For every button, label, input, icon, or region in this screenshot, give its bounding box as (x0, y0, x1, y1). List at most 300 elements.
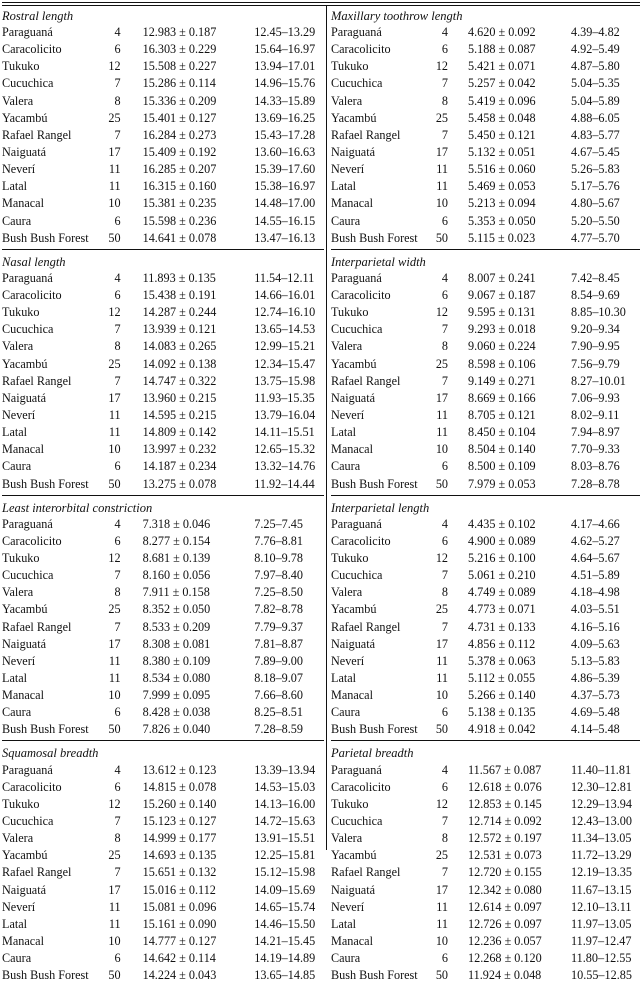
range-value: 14.96–15.76 (254, 76, 316, 91)
range-value: 4.09–5.63 (571, 636, 620, 651)
locality-name: Paraguaná (2, 762, 53, 777)
locality-name: Cucuchica (331, 813, 383, 828)
mean-se-value: 14.809 ± 0.142 (142, 425, 217, 440)
range-value: 12.30–12.81 (571, 779, 632, 794)
locality-name: Manacal (2, 933, 44, 948)
locality-name: Manacal (331, 442, 373, 457)
range-value: 5.04–5.89 (571, 93, 620, 108)
sample-size: 11 (436, 408, 448, 423)
mean-se-value: 12.983 ± 0.187 (142, 25, 217, 40)
range-value: 7.82–8.78 (254, 602, 303, 617)
section-interparietal-width (331, 249, 640, 493)
sample-size: 17 (435, 636, 448, 651)
locality-name: Yacambú (331, 356, 377, 371)
sample-size: 10 (108, 933, 121, 948)
locality-name: Caura (331, 951, 361, 966)
range-value: 11.67–13.15 (571, 882, 632, 897)
locality-name: Tukuko (2, 551, 40, 565)
sample-size: 50 (108, 230, 121, 245)
locality-name: Caura (331, 705, 361, 720)
locality-name: Caura (2, 705, 32, 720)
locality-name: Yacambú (2, 848, 48, 863)
range-value: 11.92–14.44 (254, 476, 315, 491)
mean-se-value: 7.911 ± 0.158 (142, 585, 210, 600)
locality-name: Neverí (2, 899, 36, 914)
locality-name: Naiguatá (2, 145, 46, 160)
mean-se-value: 13.960 ± 0.215 (142, 390, 217, 405)
mean-se-value: 5.378 ± 0.063 (468, 653, 536, 668)
range-value: 5.13–5.83 (571, 653, 620, 668)
range-value: 15.38–16.97 (254, 179, 316, 194)
section-title: Least interorbital constriction (2, 500, 153, 515)
range-value: 7.94–8.97 (571, 425, 620, 440)
range-value: 7.25–8.50 (254, 585, 303, 600)
sample-size: 7 (114, 373, 121, 388)
table-row (331, 761, 640, 778)
table-row (331, 58, 640, 75)
mean-se-value: 15.598 ± 0.236 (142, 213, 217, 228)
section-title: Maxillary toothrow length (331, 9, 463, 23)
range-value: 4.86–5.39 (571, 670, 620, 685)
table-row (2, 516, 324, 533)
range-value: 4.83–5.77 (571, 127, 620, 142)
sample-size: 6 (114, 213, 121, 228)
mean-se-value: 4.731 ± 0.133 (468, 619, 536, 634)
mean-se-value: 12.853 ± 0.145 (468, 796, 542, 811)
locality-name: Latal (2, 425, 28, 440)
locality-name: Cucuchica (331, 322, 383, 337)
mean-se-value: 5.421 ± 0.071 (468, 59, 536, 74)
sample-size: 11 (108, 653, 121, 668)
locality-name: Yacambú (2, 356, 48, 371)
sample-size: 4 (441, 25, 448, 40)
mean-se-value: 8.277 ± 0.154 (142, 533, 211, 548)
table-row (331, 373, 640, 390)
mean-se-value: 13.612 ± 0.123 (142, 762, 217, 777)
range-value: 14.09–15.69 (254, 882, 316, 897)
mean-se-value: 4.773 ± 0.071 (468, 602, 536, 617)
sample-size: 17 (108, 636, 121, 651)
mean-se-value: 5.132 ± 0.051 (468, 145, 536, 160)
locality-name: Valera (2, 831, 34, 846)
locality-name: Naiguatá (331, 636, 375, 651)
mean-se-value: 8.681 ± 0.139 (142, 551, 211, 565)
table-row (331, 321, 640, 338)
range-value: 7.70–9.33 (571, 442, 620, 457)
mean-se-value: 5.216 ± 0.100 (468, 551, 536, 565)
table-row (331, 161, 640, 178)
sample-size: 8 (441, 585, 448, 600)
range-value: 4.69–5.48 (571, 705, 620, 720)
range-value: 8.03–8.76 (571, 459, 620, 474)
range-value: 7.79–9.37 (254, 619, 303, 634)
range-value: 11.97–12.47 (571, 933, 632, 948)
mean-se-value: 8.533 ± 0.209 (142, 619, 211, 634)
table-row (331, 916, 640, 933)
mean-se-value: 15.438 ± 0.191 (142, 288, 217, 303)
mean-se-value: 9.595 ± 0.131 (468, 305, 536, 320)
mean-se-value: 5.469 ± 0.053 (468, 179, 536, 194)
range-value: 8.54–9.69 (571, 288, 620, 303)
table-row (331, 830, 640, 847)
table-row (2, 304, 324, 321)
locality-name: Valera (331, 339, 363, 354)
locality-name: Latal (331, 670, 357, 685)
mean-se-value: 15.260 ± 0.140 (142, 796, 217, 811)
section-interparietal-length (331, 495, 640, 739)
mean-se-value: 5.213 ± 0.094 (468, 196, 536, 211)
sample-size: 17 (108, 145, 121, 160)
table-row (331, 338, 640, 355)
table-row (2, 110, 324, 127)
table-row (2, 93, 324, 110)
table-row (2, 127, 324, 144)
range-value: 7.89–9.00 (254, 653, 303, 668)
sample-size: 8 (114, 831, 121, 846)
sample-size: 25 (435, 356, 448, 371)
locality-name: Caracolicito (2, 533, 62, 548)
locality-name: Yacambú (331, 602, 377, 617)
locality-name: Rafael Rangel (331, 127, 401, 142)
table-row (2, 670, 324, 687)
range-value: 13.32–14.76 (254, 459, 316, 474)
mean-se-value: 14.777 ± 0.127 (142, 933, 217, 948)
table-row (331, 813, 640, 830)
mean-se-value: 4.749 ± 0.089 (468, 585, 536, 600)
locality-name: Caracolicito (2, 42, 62, 57)
mean-se-value: 11.924 ± 0.048 (468, 968, 542, 983)
range-value: 4.87–5.80 (571, 59, 620, 74)
sample-size: 50 (435, 722, 448, 737)
mean-se-value: 5.353 ± 0.050 (468, 213, 536, 228)
range-value: 5.17–5.76 (571, 179, 620, 194)
mean-se-value: 13.997 ± 0.232 (142, 442, 217, 457)
locality-name: Neverí (2, 653, 36, 668)
mean-se-value: 7.318 ± 0.046 (142, 516, 211, 531)
sample-size: 7 (114, 322, 121, 337)
table-row (2, 178, 324, 195)
mean-se-value: 12.236 ± 0.057 (468, 933, 542, 948)
table-row (2, 601, 324, 618)
mean-se-value: 7.826 ± 0.040 (142, 722, 211, 737)
locality-name: Naiguatá (331, 882, 375, 897)
sample-size: 8 (114, 585, 121, 600)
sample-size: 11 (436, 179, 448, 194)
range-value: 14.21–15.45 (254, 933, 316, 948)
table-row (2, 230, 324, 247)
sample-size: 50 (108, 476, 121, 491)
mean-se-value: 13.275 ± 0.078 (142, 476, 217, 491)
mean-se-value: 5.458 ± 0.048 (468, 110, 536, 125)
table-row (331, 796, 640, 813)
sample-size: 50 (108, 722, 121, 737)
section-divider (331, 249, 640, 250)
table-row (331, 75, 640, 92)
sample-size: 8 (441, 93, 448, 108)
locality-name: Valera (331, 585, 363, 600)
table-row (2, 144, 324, 161)
table-row (331, 670, 640, 687)
mean-se-value: 7.999 ± 0.095 (142, 688, 211, 703)
table-row (2, 813, 324, 830)
locality-name: Paraguaná (2, 516, 53, 531)
range-value: 12.99–15.21 (254, 339, 316, 354)
locality-name: Caracolicito (331, 42, 391, 57)
table-row (331, 619, 640, 636)
locality-name: Neverí (331, 899, 365, 914)
range-value: 10.55–12.85 (571, 968, 632, 983)
table-row (2, 441, 324, 458)
sample-size: 4 (441, 516, 448, 531)
locality-name: Neverí (331, 653, 365, 668)
table-row (331, 476, 640, 493)
table-row (2, 407, 324, 424)
sample-size: 6 (441, 951, 448, 966)
table-row (2, 458, 324, 475)
range-value: 4.88–6.05 (571, 110, 620, 125)
locality-name: Caracolicito (331, 288, 391, 303)
range-value: 14.48–17.00 (254, 196, 316, 211)
range-value: 8.10–9.78 (254, 551, 303, 565)
table-row (331, 287, 640, 304)
range-value: 4.51–5.89 (571, 568, 620, 583)
locality-name: Yacambú (2, 110, 48, 125)
locality-name: Tukuko (331, 551, 369, 565)
sample-size: 10 (435, 196, 448, 211)
range-value: 7.66–8.60 (254, 688, 303, 703)
locality-name: Caura (331, 459, 361, 474)
table-row (2, 584, 324, 601)
sample-size: 12 (108, 59, 121, 74)
sample-size: 11 (436, 653, 448, 668)
sample-size: 4 (114, 270, 121, 285)
mean-se-value: 14.815 ± 0.078 (142, 779, 217, 794)
table-row (331, 195, 640, 212)
sample-size: 25 (435, 848, 448, 863)
mean-se-value: 16.285 ± 0.207 (142, 162, 217, 177)
mean-se-value: 8.534 ± 0.080 (142, 670, 211, 685)
mean-se-value: 9.293 ± 0.018 (468, 322, 536, 337)
locality-name: Paraguaná (331, 270, 382, 285)
range-value: 7.81–8.87 (254, 636, 303, 651)
table-row (2, 58, 324, 75)
locality-name: Neverí (331, 408, 365, 423)
table-row (2, 704, 324, 721)
table-row (331, 270, 640, 287)
locality-name: Bush Bush Forest (331, 722, 418, 737)
sample-size: 11 (436, 162, 448, 177)
table-row (331, 424, 640, 441)
sample-size: 11 (436, 425, 448, 440)
table-row (331, 899, 640, 916)
locality-name: Cucuchica (2, 322, 54, 337)
sample-size: 50 (435, 476, 448, 491)
mean-se-value: 5.450 ± 0.121 (468, 127, 536, 142)
mean-se-value: 8.308 ± 0.081 (142, 636, 211, 651)
table-row (2, 636, 324, 653)
locality-name: Cucuchica (2, 568, 54, 583)
sample-size: 11 (108, 899, 121, 914)
mean-se-value: 14.642 ± 0.114 (142, 951, 216, 966)
locality-name: Tukuko (2, 305, 40, 320)
locality-name: Rafael Rangel (2, 865, 72, 880)
locality-name: Naiguatá (2, 636, 46, 651)
range-value: 5.20–5.50 (571, 213, 620, 228)
table-row (331, 144, 640, 161)
sample-size: 6 (114, 779, 121, 794)
range-value: 4.39–4.82 (571, 25, 620, 40)
mean-se-value: 15.651 ± 0.132 (142, 865, 217, 880)
section-title: Rostral length (2, 9, 74, 23)
locality-name: Caracolicito (2, 779, 62, 794)
sample-size: 12 (435, 59, 448, 74)
locality-name: Paraguaná (331, 516, 382, 531)
sample-size: 12 (108, 305, 121, 320)
range-value: 15.39–17.60 (254, 162, 316, 177)
range-value: 4.18–4.98 (571, 585, 620, 600)
sample-size: 4 (441, 270, 448, 285)
locality-name: Tukuko (2, 796, 40, 811)
locality-name: Tukuko (331, 796, 369, 811)
mean-se-value: 14.224 ± 0.043 (142, 968, 217, 983)
mean-se-value: 15.081 ± 0.096 (142, 899, 217, 914)
mean-se-value: 15.381 ± 0.235 (142, 196, 217, 211)
range-value: 13.94–17.01 (254, 59, 316, 74)
sample-size: 7 (441, 568, 448, 583)
mean-se-value: 15.508 ± 0.227 (142, 59, 217, 74)
range-value: 4.67–5.45 (571, 145, 620, 160)
range-value: 13.39–13.94 (254, 762, 316, 777)
mean-se-value: 15.286 ± 0.114 (142, 76, 216, 91)
sample-size: 10 (435, 933, 448, 948)
table-row (331, 721, 640, 738)
range-value: 13.79–16.04 (254, 408, 316, 423)
table-row (2, 75, 324, 92)
range-value: 4.17–4.66 (571, 516, 620, 531)
range-value: 4.62–5.27 (571, 533, 620, 548)
mean-se-value: 5.115 ± 0.023 (468, 230, 536, 245)
locality-name: Manacal (2, 196, 44, 211)
table-row (2, 830, 324, 847)
section-title: Squamosal breadth (2, 746, 99, 761)
range-value: 5.04–5.35 (571, 76, 620, 91)
range-value: 12.19–13.35 (571, 865, 632, 880)
sample-size: 8 (441, 339, 448, 354)
sample-size: 11 (108, 179, 121, 194)
locality-name: Caracolicito (331, 533, 391, 548)
range-value: 12.65–15.32 (254, 442, 316, 457)
section-divider (2, 740, 324, 741)
section-squamosal-breadth (2, 740, 324, 984)
sample-size: 50 (108, 968, 121, 983)
table-row (2, 619, 324, 636)
table-row (331, 458, 640, 475)
range-value: 13.60–16.63 (254, 145, 316, 160)
range-value: 4.03–5.51 (571, 602, 620, 617)
range-value: 11.80–12.55 (571, 951, 632, 966)
table-row (2, 390, 324, 407)
locality-name: Manacal (2, 442, 44, 457)
locality-name: Naiguatá (2, 390, 46, 405)
range-value: 15.64–16.97 (254, 42, 316, 57)
mean-se-value: 4.900 ± 0.089 (468, 533, 536, 548)
mean-se-value: 8.450 ± 0.104 (468, 425, 536, 440)
sample-size: 11 (108, 425, 121, 440)
locality-name: Caracolicito (331, 779, 391, 794)
locality-name: Bush Bush Forest (2, 722, 89, 737)
sample-size: 6 (114, 533, 121, 548)
locality-name: Bush Bush Forest (2, 230, 89, 245)
table-row (2, 687, 324, 704)
mean-se-value: 4.918 ± 0.042 (468, 722, 536, 737)
sample-size: 6 (441, 459, 448, 474)
locality-name: Manacal (331, 196, 373, 211)
mean-se-value: 16.315 ± 0.160 (142, 179, 217, 194)
mean-se-value: 14.092 ± 0.138 (142, 356, 217, 371)
locality-name: Valera (331, 93, 363, 108)
sample-size: 4 (114, 516, 121, 531)
range-value: 12.74–16.10 (254, 305, 316, 320)
table-row (331, 178, 640, 195)
mean-se-value: 14.999 ± 0.177 (142, 831, 217, 846)
table-row (331, 213, 640, 230)
table-row (331, 550, 640, 567)
range-value: 8.27–10.01 (571, 373, 626, 388)
sample-size: 6 (441, 779, 448, 794)
range-value: 7.25–7.45 (254, 516, 303, 531)
sample-size: 25 (108, 602, 121, 617)
locality-name: Neverí (331, 162, 365, 177)
sample-size: 7 (441, 76, 448, 91)
range-value: 4.77–5.70 (571, 230, 620, 245)
sample-size: 12 (435, 551, 448, 565)
mean-se-value: 5.516 ± 0.060 (468, 162, 536, 177)
mean-se-value: 14.187 ± 0.234 (142, 459, 217, 474)
range-value: 13.65–14.85 (254, 968, 316, 983)
sample-size: 11 (108, 162, 121, 177)
sample-size: 11 (108, 916, 121, 931)
table-row (331, 584, 640, 601)
locality-name: Cucuchica (331, 76, 383, 91)
mean-se-value: 14.595 ± 0.215 (142, 408, 217, 423)
locality-name: Caura (331, 213, 361, 228)
table-row (331, 533, 640, 550)
sample-size: 7 (114, 813, 121, 828)
sample-size: 10 (435, 442, 448, 457)
table-row (2, 967, 324, 984)
locality-name: Neverí (2, 408, 36, 423)
table-row (331, 41, 640, 58)
locality-name: Rafael Rangel (331, 865, 401, 880)
range-value: 14.53–15.03 (254, 779, 316, 794)
table-row (331, 516, 640, 533)
sample-size: 12 (435, 796, 448, 811)
locality-name: Bush Bush Forest (331, 230, 418, 245)
mean-se-value: 14.083 ± 0.265 (142, 339, 217, 354)
range-value: 9.20–9.34 (571, 322, 620, 337)
range-value: 15.12–15.98 (254, 865, 316, 880)
sample-size: 7 (441, 322, 448, 337)
mean-se-value: 12.572 ± 0.197 (468, 831, 542, 846)
section-title: Interparietal width (331, 254, 426, 269)
table-row (2, 373, 324, 390)
mean-se-value: 5.266 ± 0.140 (468, 688, 536, 703)
sample-size: 7 (441, 813, 448, 828)
range-value: 12.29–13.94 (571, 796, 632, 811)
sample-size: 11 (436, 670, 448, 685)
mean-se-value: 11.893 ± 0.135 (142, 270, 216, 285)
mean-se-value: 8.380 ± 0.109 (142, 653, 211, 668)
